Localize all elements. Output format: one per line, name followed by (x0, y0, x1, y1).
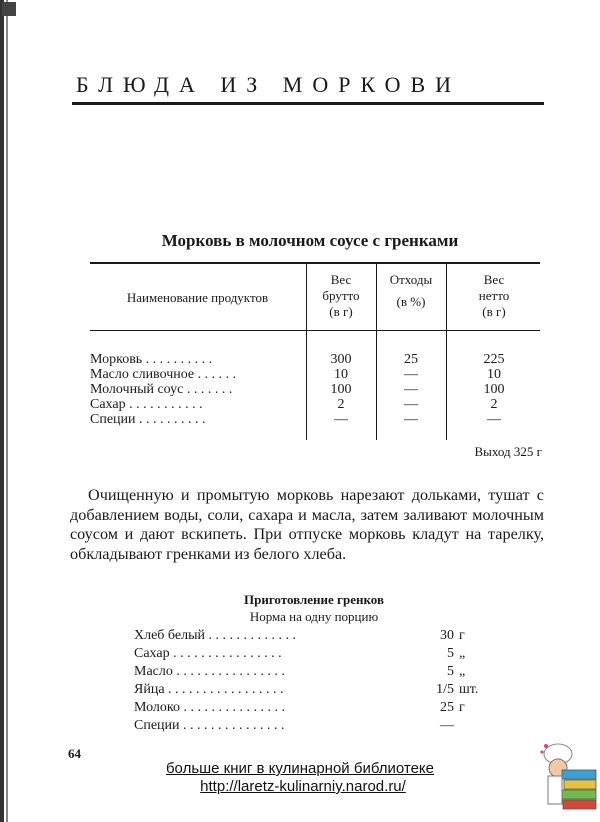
scan-edge-inner (6, 0, 8, 822)
item-unit: „ (459, 646, 466, 661)
list-item (134, 699, 484, 717)
croutons-title: Приготовление гренков (244, 592, 384, 607)
chapter-rule (72, 102, 544, 105)
row-waste: — (404, 412, 418, 427)
row-gross: 2 (337, 397, 345, 412)
header-net-line: (в г) (482, 304, 506, 319)
header-net-line: Вес (483, 272, 505, 287)
row-product: Специи . . . . . . . . . . (90, 412, 206, 427)
item-unit: г (459, 700, 465, 715)
row-net: 225 (483, 352, 505, 367)
row-gross: 100 (330, 382, 352, 397)
header-net-weight (448, 272, 540, 320)
item-qty: 30 (440, 628, 454, 643)
header-gross-line: Вес (330, 272, 352, 287)
item-unit: г (459, 628, 465, 643)
row-waste: — (404, 367, 418, 382)
book-icon (563, 800, 596, 809)
row-product: Морковь . . . . . . . . . . (90, 352, 213, 367)
row-product: Сахар . . . . . . . . . . . (90, 397, 203, 412)
recipe-instructions: Очищенную и промытую морковь нарезают дольками, тушат с добавлением воды, соли, сахара и масла, затем заливают молочным соусом и дают вскипеть. При отпуске морковь кладут на тарелку, обкладывают гренками из белого хлеба. (70, 486, 544, 563)
header-waste-line: (в %) (396, 294, 426, 309)
header-waste-line: Отходы (389, 272, 433, 287)
row-gross: 10 (334, 367, 348, 382)
row-product: Масло сливочное . . . . . . (90, 367, 237, 382)
table-top-rule (90, 262, 540, 264)
chef-body-icon (548, 776, 562, 804)
item-unit: „ (459, 664, 466, 679)
book-icon (560, 790, 596, 799)
header-gross-line: брутто (322, 288, 360, 303)
scan-corner-mark (2, 2, 16, 16)
table-row (90, 382, 540, 398)
item-qty: 1/5 (436, 682, 454, 697)
library-url-link[interactable]: http://laretz-kulinarniy.narod.ru/ (200, 778, 406, 795)
header-product-name: Наименование продуктов (126, 290, 269, 305)
item-name: Специи . . . . . . . . . . . . . . . (134, 718, 285, 733)
croutons-portion-note: Норма на одну порцию (249, 609, 379, 624)
row-gross: — (334, 412, 348, 427)
page-number: 64 (68, 746, 81, 761)
row-waste: 25 (404, 352, 418, 367)
header-gross-line: (в г) (329, 304, 353, 319)
table-row (90, 397, 540, 413)
list-item (134, 663, 484, 681)
list-item (134, 645, 484, 663)
chef-books-logo-icon (536, 740, 598, 820)
table-header-rule (90, 330, 540, 331)
table-row (90, 412, 540, 428)
list-item (134, 681, 484, 699)
table-row (90, 367, 540, 383)
item-unit: шт. (459, 682, 479, 697)
row-waste: — (404, 397, 418, 412)
decor-dot-icon (544, 744, 548, 748)
item-name: Хлеб белый . . . . . . . . . . . . . (134, 628, 296, 643)
item-qty: 5 (447, 664, 454, 679)
row-net: 100 (483, 382, 505, 397)
row-net: 10 (487, 367, 501, 382)
item-name: Сахар . . . . . . . . . . . . . . . . (134, 646, 282, 661)
item-qty: 5 (447, 646, 454, 661)
list-item (134, 717, 484, 735)
book-icon (564, 780, 596, 789)
list-item (134, 627, 484, 645)
item-name: Масло . . . . . . . . . . . . . . . . (134, 664, 285, 679)
row-waste: — (404, 382, 418, 397)
item-name: Яйца . . . . . . . . . . . . . . . . . (134, 682, 284, 697)
item-qty: 25 (440, 700, 454, 715)
header-net-line: нетто (478, 288, 510, 303)
yield-label: Выход 325 г (474, 444, 542, 459)
recipe-title: Морковь в молочном соусе с гренками (161, 231, 459, 250)
chapter-title: БЛЮДА ИЗ МОРКОВИ (76, 72, 462, 97)
row-product: Молочный соус . . . . . . . (90, 382, 233, 397)
library-promo-link[interactable]: больше книг в кулинарной библиотеке (165, 760, 435, 777)
header-gross-weight (308, 272, 374, 320)
header-waste (377, 272, 445, 310)
item-name: Молоко . . . . . . . . . . . . . . . (134, 700, 285, 715)
scan-edge (0, 0, 4, 822)
item-qty: — (440, 718, 454, 733)
table-row (90, 352, 540, 368)
book-icon (562, 770, 596, 779)
row-net: 2 (490, 397, 498, 412)
row-gross: 300 (330, 352, 352, 367)
row-net: — (487, 412, 501, 427)
decor-dot-icon (541, 751, 544, 754)
